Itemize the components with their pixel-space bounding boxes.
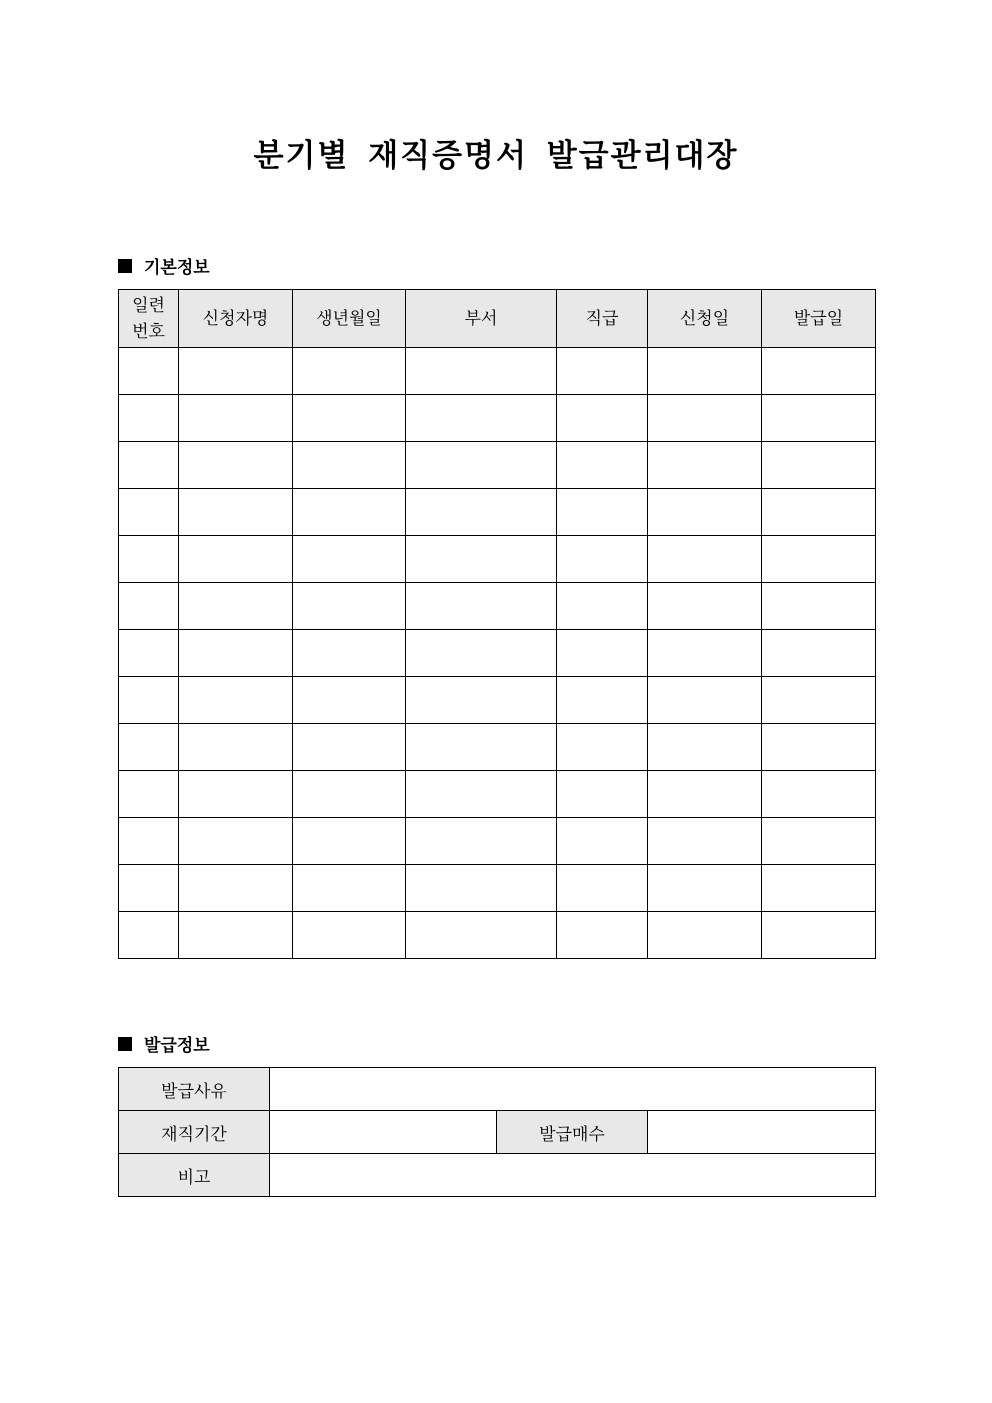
cell-issue-date[interactable] <box>762 489 876 536</box>
basic-info-heading-label: 기본정보 <box>144 258 210 278</box>
cell-issue-date[interactable] <box>762 677 876 724</box>
cell-applicant[interactable] <box>179 442 293 489</box>
cell-request-date[interactable] <box>648 771 762 818</box>
cell-department[interactable] <box>406 583 557 630</box>
employment-period-row <box>119 1111 876 1154</box>
cell-serial[interactable] <box>119 865 179 912</box>
cell-serial[interactable] <box>119 724 179 771</box>
cell-issue-date[interactable] <box>762 583 876 630</box>
cell-birthdate[interactable] <box>293 865 406 912</box>
cell-applicant[interactable] <box>179 536 293 583</box>
cell-serial[interactable] <box>119 442 179 489</box>
cell-birthdate[interactable] <box>293 442 406 489</box>
cell-department[interactable] <box>406 677 557 724</box>
employment-period-field[interactable] <box>270 1111 497 1154</box>
cell-serial[interactable] <box>119 818 179 865</box>
cell-applicant[interactable] <box>179 865 293 912</box>
cell-position[interactable] <box>557 865 648 912</box>
cell-request-date[interactable] <box>648 583 762 630</box>
issue-reason-label: 발급사유 <box>119 1068 270 1111</box>
cell-department[interactable] <box>406 630 557 677</box>
cell-position[interactable] <box>557 536 648 583</box>
cell-position[interactable] <box>557 395 648 442</box>
square-bullet-icon <box>118 259 132 273</box>
table-row <box>119 724 876 771</box>
column-header-birthdate: 생년월일 <box>293 290 406 348</box>
cell-applicant[interactable] <box>179 395 293 442</box>
cell-birthdate[interactable] <box>293 818 406 865</box>
cell-serial[interactable] <box>119 536 179 583</box>
cell-serial[interactable] <box>119 348 179 395</box>
cell-serial[interactable] <box>119 395 179 442</box>
cell-birthdate[interactable] <box>293 489 406 536</box>
issue-copies-label: 발급매수 <box>497 1111 648 1154</box>
issue-reason-field[interactable] <box>270 1068 876 1111</box>
table-row <box>119 865 876 912</box>
cell-serial[interactable] <box>119 771 179 818</box>
cell-position[interactable] <box>557 771 648 818</box>
cell-department[interactable] <box>406 489 557 536</box>
table-row <box>119 677 876 724</box>
cell-issue-date[interactable] <box>762 865 876 912</box>
basic-info-header-row <box>119 290 876 348</box>
cell-applicant[interactable] <box>179 348 293 395</box>
issue-copies-field[interactable] <box>648 1111 876 1154</box>
cell-birthdate[interactable] <box>293 348 406 395</box>
table-row <box>119 818 876 865</box>
column-header-request-date: 신청일 <box>648 290 762 348</box>
cell-request-date[interactable] <box>648 865 762 912</box>
cell-position[interactable] <box>557 442 648 489</box>
table-row <box>119 395 876 442</box>
cell-department[interactable] <box>406 442 557 489</box>
cell-department[interactable] <box>406 536 557 583</box>
cell-serial[interactable] <box>119 630 179 677</box>
cell-birthdate[interactable] <box>293 677 406 724</box>
cell-birthdate[interactable] <box>293 912 406 959</box>
cell-request-date[interactable] <box>648 818 762 865</box>
cell-department[interactable] <box>406 771 557 818</box>
cell-request-date[interactable] <box>648 630 762 677</box>
cell-applicant[interactable] <box>179 677 293 724</box>
note-field[interactable] <box>270 1154 876 1197</box>
table-row <box>119 348 876 395</box>
table-row <box>119 771 876 818</box>
column-header-serial-label: 일련 번호 <box>132 295 165 342</box>
cell-applicant[interactable] <box>179 724 293 771</box>
cell-serial[interactable] <box>119 489 179 536</box>
cell-birthdate[interactable] <box>293 395 406 442</box>
cell-applicant[interactable] <box>179 489 293 536</box>
cell-birthdate[interactable] <box>293 771 406 818</box>
cell-issue-date[interactable] <box>762 771 876 818</box>
column-header-issue-date: 발급일 <box>762 290 876 348</box>
cell-applicant[interactable] <box>179 630 293 677</box>
cell-position[interactable] <box>557 348 648 395</box>
cell-department[interactable] <box>406 395 557 442</box>
cell-issue-date[interactable] <box>762 536 876 583</box>
cell-position[interactable] <box>557 583 648 630</box>
cell-serial[interactable] <box>119 583 179 630</box>
cell-position[interactable] <box>557 677 648 724</box>
cell-applicant[interactable] <box>179 771 293 818</box>
cell-position[interactable] <box>557 912 648 959</box>
cell-issue-date[interactable] <box>762 395 876 442</box>
cell-request-date[interactable] <box>648 348 762 395</box>
cell-applicant[interactable] <box>179 818 293 865</box>
cell-issue-date[interactable] <box>762 818 876 865</box>
cell-birthdate[interactable] <box>293 536 406 583</box>
issue-info-table <box>118 1067 876 1197</box>
table-row <box>119 583 876 630</box>
cell-request-date[interactable] <box>648 536 762 583</box>
cell-birthdate[interactable] <box>293 630 406 677</box>
cell-request-date[interactable] <box>648 724 762 771</box>
cell-request-date[interactable] <box>648 442 762 489</box>
cell-position[interactable] <box>557 630 648 677</box>
cell-request-date[interactable] <box>648 395 762 442</box>
column-header-serial <box>119 290 179 348</box>
employment-period-label: 재직기간 <box>119 1111 270 1154</box>
cell-request-date[interactable] <box>648 489 762 536</box>
cell-department[interactable] <box>406 818 557 865</box>
basic-info-table <box>118 289 876 959</box>
table-row <box>119 442 876 489</box>
table-row <box>119 912 876 959</box>
cell-applicant[interactable] <box>179 912 293 959</box>
table-row <box>119 536 876 583</box>
cell-birthdate[interactable] <box>293 583 406 630</box>
issue-info-heading-label: 발급정보 <box>144 1036 210 1056</box>
square-bullet-icon <box>118 1037 132 1051</box>
column-header-department: 부서 <box>406 290 557 348</box>
cell-issue-date[interactable] <box>762 912 876 959</box>
cell-issue-date[interactable] <box>762 630 876 677</box>
note-row <box>119 1154 876 1197</box>
cell-position[interactable] <box>557 818 648 865</box>
cell-serial[interactable] <box>119 677 179 724</box>
cell-request-date[interactable] <box>648 677 762 724</box>
basic-info-heading <box>118 253 210 278</box>
table-row <box>119 630 876 677</box>
cell-position[interactable] <box>557 724 648 771</box>
cell-birthdate[interactable] <box>293 724 406 771</box>
issue-reason-row <box>119 1068 876 1111</box>
cell-position[interactable] <box>557 489 648 536</box>
document-title: 분기별 재직증명서 발급관리대장 <box>253 138 739 174</box>
cell-request-date[interactable] <box>648 912 762 959</box>
cell-issue-date[interactable] <box>762 724 876 771</box>
cell-applicant[interactable] <box>179 583 293 630</box>
column-header-applicant: 신청자명 <box>179 290 293 348</box>
cell-serial[interactable] <box>119 912 179 959</box>
cell-department[interactable] <box>406 912 557 959</box>
cell-issue-date[interactable] <box>762 442 876 489</box>
cell-department[interactable] <box>406 348 557 395</box>
cell-issue-date[interactable] <box>762 348 876 395</box>
cell-department[interactable] <box>406 865 557 912</box>
issue-info-heading <box>118 1031 210 1056</box>
table-row <box>119 489 876 536</box>
note-label: 비고 <box>119 1154 270 1197</box>
cell-department[interactable] <box>406 724 557 771</box>
column-header-position: 직급 <box>557 290 648 348</box>
